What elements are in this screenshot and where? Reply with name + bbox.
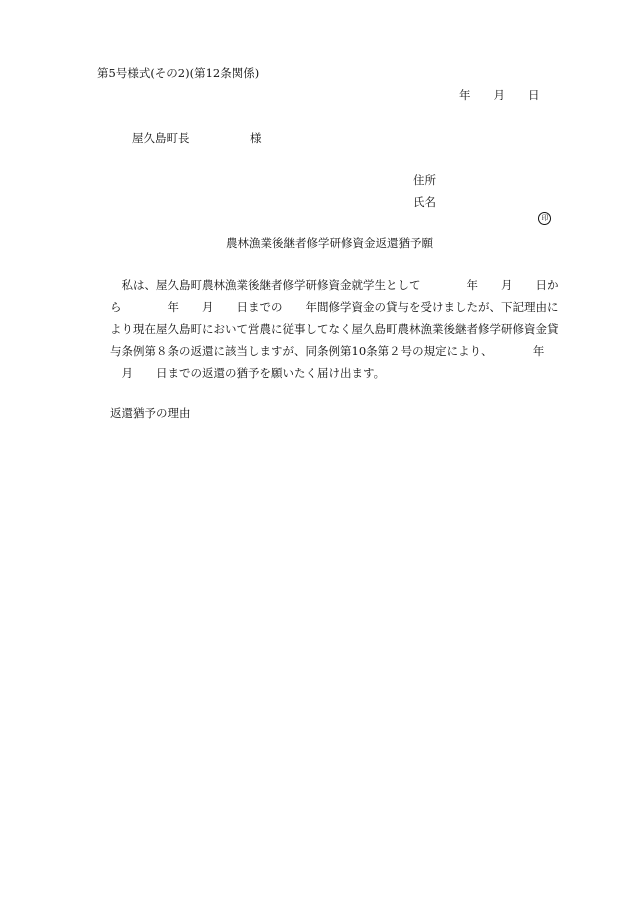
- form-number: 第5号様式(その2)(第12条関係): [97, 66, 260, 80]
- body-line-4: 与条例第８条の返還に該当しますが、同条例第10条第２号の規定により、 年: [110, 344, 545, 358]
- addressee-name: 屋久島町長: [132, 131, 190, 145]
- body-line-1: 私は、屋久島町農林漁業後継者修学研修資金就学生として 年 月 日か: [110, 278, 559, 292]
- addressee-honorific: 様: [250, 131, 262, 145]
- seal-icon: 印: [538, 212, 551, 225]
- date-line: 年 月 日: [459, 88, 540, 102]
- body-line-5: 月 日までの返還の猶予を願いたく届け出ます。: [110, 366, 386, 380]
- name-label: 氏名: [413, 195, 436, 209]
- body-line-2: ら 年 月 日までの 年間修学資金の貸与を受けましたが、下記理由に: [110, 300, 559, 314]
- address-label: 住所: [413, 173, 436, 187]
- document-title: 農林漁業後継者修学研修資金返還猶予願: [226, 236, 433, 250]
- body-line-3: より現在屋久島町において営農に従事してなく屋久島町農林漁業後継者修学研修資金貸: [110, 322, 559, 336]
- seal-mark: [531, 195, 551, 225]
- reason-label: 返還猶予の理由: [110, 406, 191, 420]
